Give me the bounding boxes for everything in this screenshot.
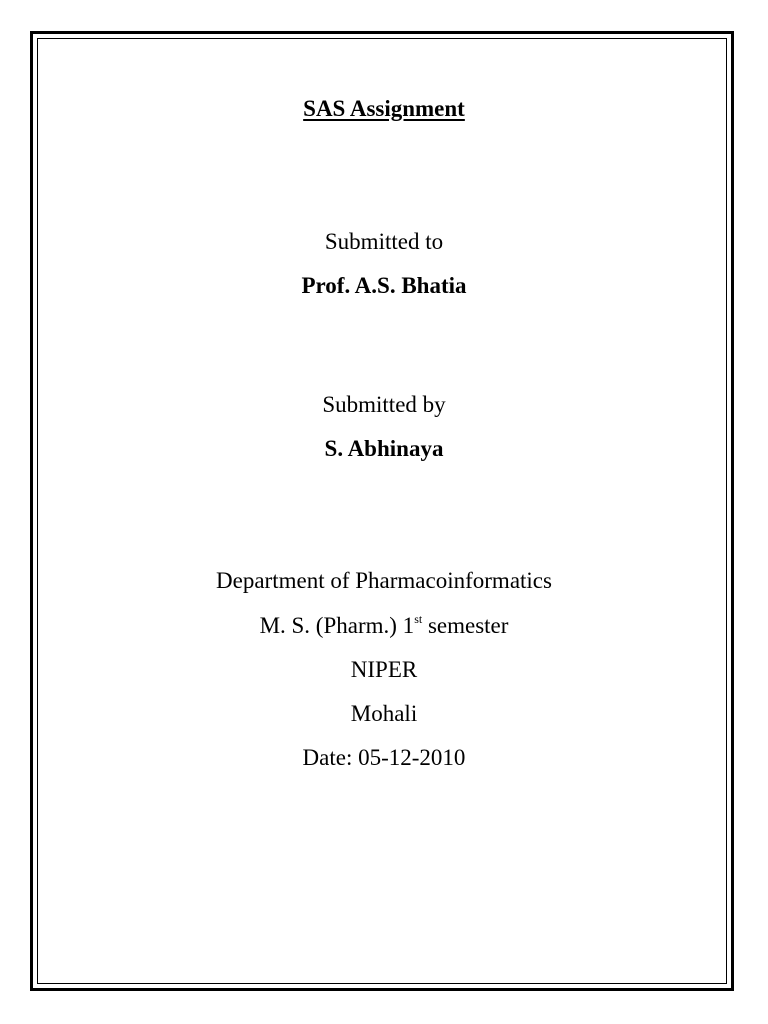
program-superscript: st	[414, 612, 423, 627]
program-prefix: M. S. (Pharm.) 1	[259, 613, 415, 638]
department-line: Department of Pharmacoinformatics	[216, 568, 552, 593]
institute-line: NIPER	[350, 657, 418, 682]
submitted-by-name: S. Abhinaya	[324, 436, 444, 461]
program-suffix: semester	[422, 613, 509, 638]
document-title: SAS Assignment	[303, 96, 465, 121]
date-line: Date: 05-12-2010	[302, 745, 466, 770]
submitted-by-label: Submitted by	[322, 392, 446, 417]
page-border-inner	[37, 38, 727, 984]
submitted-to-label: Submitted to	[324, 229, 444, 254]
location-line: Mohali	[350, 701, 418, 726]
program-line	[0, 612, 768, 640]
submitted-to-name: Prof. A.S. Bhatia	[301, 273, 467, 298]
